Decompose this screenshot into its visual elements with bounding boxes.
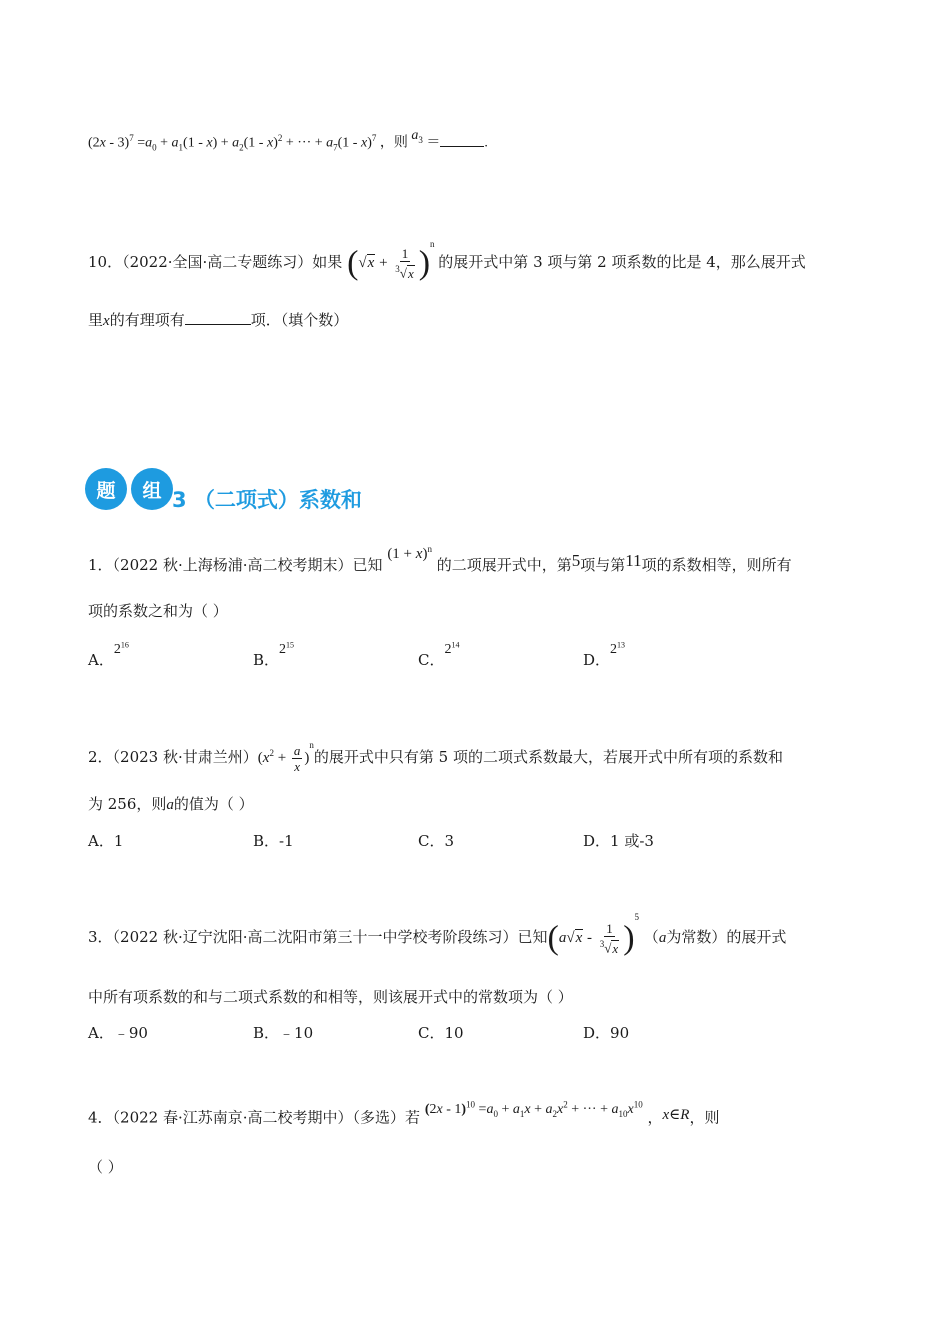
- g2-line2-b: 的值为（ ）: [173, 795, 254, 813]
- q10-line2-b: 的有理项有: [109, 311, 185, 329]
- g1-option-c-value: $2^{14}$: [444, 640, 460, 657]
- group-badge-zu: 组: [131, 468, 173, 510]
- g3-source: （2022 秋·辽宁沈阳·高二沈阳市第三十一中学校考阶段练习）已知: [112, 928, 548, 946]
- g4-domain: x∈R: [662, 1106, 690, 1123]
- g4-comma: ，: [647, 1108, 663, 1127]
- g3-var-a: a: [658, 930, 667, 946]
- q10-text-after: 的展开式中第 3 项与第 2 项系数的比是 4，那么展开式: [438, 253, 806, 271]
- g2-text-after: 的展开式中只有第 5 项的二项式系数最大，若展开式中所有项的系数和: [313, 748, 783, 766]
- g2-option-b[interactable]: B．-1: [253, 832, 294, 850]
- g2-line1: [88, 734, 783, 777]
- g3-line1: [88, 910, 786, 961]
- g2-option-c[interactable]: C．3: [418, 832, 455, 850]
- g2-number: 2．: [88, 748, 113, 766]
- g1-text-a: 的二项展开式中，第: [436, 556, 572, 574]
- g3-option-d[interactable]: D．90: [583, 1024, 630, 1042]
- g1-option-a-value: $2^{16}$: [113, 640, 129, 657]
- g1-option-b-value: $2^{15}$: [279, 640, 295, 657]
- g2-line2-a: 为 256，则: [88, 795, 167, 813]
- q10-number: 10．: [88, 253, 123, 271]
- g4-source: （2022 春·江苏南京·高二校考期中）（多选）若: [112, 1108, 421, 1127]
- group-badge-ti: 题: [85, 468, 127, 510]
- g1-text-c: 项的系数相等，则所有: [641, 556, 792, 574]
- g4-line1: [88, 1099, 720, 1133]
- g1-text-b: 项与第: [580, 556, 626, 574]
- g3-option-c[interactable]: C．10: [418, 1024, 464, 1042]
- g3-number: 3．: [88, 928, 113, 946]
- q10-line2-a: 里: [88, 311, 104, 329]
- g1-five: 5: [571, 551, 581, 570]
- q9-answer-blank[interactable]: [440, 132, 484, 147]
- q10-expression: (√x + $\frac{1}{^3√x}$ )$^n$: [347, 239, 435, 282]
- q10-line2-c: 项．（填个数）: [250, 311, 349, 329]
- g1-option-b[interactable]: B．$2^{15}$: [253, 640, 295, 669]
- g2-source: （2023 秋·甘肃兰州）: [112, 748, 258, 766]
- g4-number: 4．: [88, 1108, 113, 1127]
- g2-line2: [88, 794, 254, 815]
- g1-number: 1．: [88, 556, 113, 574]
- g2-expression: ($x^2$ + $\frac{a}{x}$ )$^n$: [257, 740, 314, 775]
- group-title: 3 （二项式）系数和: [172, 488, 362, 512]
- q9-ask: ，则: [379, 134, 408, 151]
- g3-line2: 中所有项系数的和与二项式系数的和相等，则该展开式中的常数项为（ ）: [88, 988, 573, 1006]
- g1-line2: 项的系数之和为（ ）: [88, 602, 228, 620]
- g1-option-d-value: $2^{13}$: [610, 640, 626, 657]
- g3-text-after: 为常数）的展开式: [666, 928, 787, 946]
- q10-line2: [88, 310, 348, 331]
- q10-line1: [88, 238, 806, 283]
- g2-option-a[interactable]: A．1: [88, 832, 124, 850]
- g1-option-a[interactable]: A．$2^{16}$: [88, 640, 129, 669]
- g4-expression: $(2x - 1)^{10} =a_0 + a_1x + a_2x^2$ + ··· + $a_{10}x^{10}$: [424, 1099, 643, 1119]
- g3-option-b[interactable]: B．﹣10: [253, 1024, 314, 1042]
- q9-equation-line: $(2x - 3)^7 =a_0 + a_1(1 - x) + a_2(1 - x)^2$ + ··· + $a_7(1 - x)^7$ ，则 $a_3$ ＝ .: [88, 127, 488, 153]
- q9-end: .: [484, 135, 488, 151]
- g3-paren-open: （: [643, 928, 659, 946]
- g1-line1: [88, 544, 792, 576]
- g4-line2: （ ）: [88, 1158, 123, 1176]
- g2-option-d[interactable]: D．1 或-3: [583, 832, 654, 850]
- g3-option-a[interactable]: A．﹣90: [88, 1024, 148, 1042]
- g3-expression: (a√x - $\frac{1}{^3√x}$ )$^5$: [547, 912, 640, 957]
- g4-then: ，则: [689, 1108, 720, 1127]
- g1-eleven: 11: [625, 551, 642, 570]
- g1-expression: $(1 + x)^n$: [387, 544, 432, 562]
- q10-answer-blank[interactable]: [185, 310, 251, 325]
- g1-option-d[interactable]: D．$2^{13}$: [583, 640, 626, 669]
- g1-source: （2022 秋·上海杨浦·高二校考期末）已知: [112, 556, 383, 574]
- g2-var-a: a: [166, 797, 174, 813]
- q10-source: （2022·全国·高二专题练习）如果: [122, 253, 343, 271]
- q10-var-x: x: [103, 313, 110, 329]
- g1-option-c[interactable]: C．$2^{14}$: [418, 640, 460, 669]
